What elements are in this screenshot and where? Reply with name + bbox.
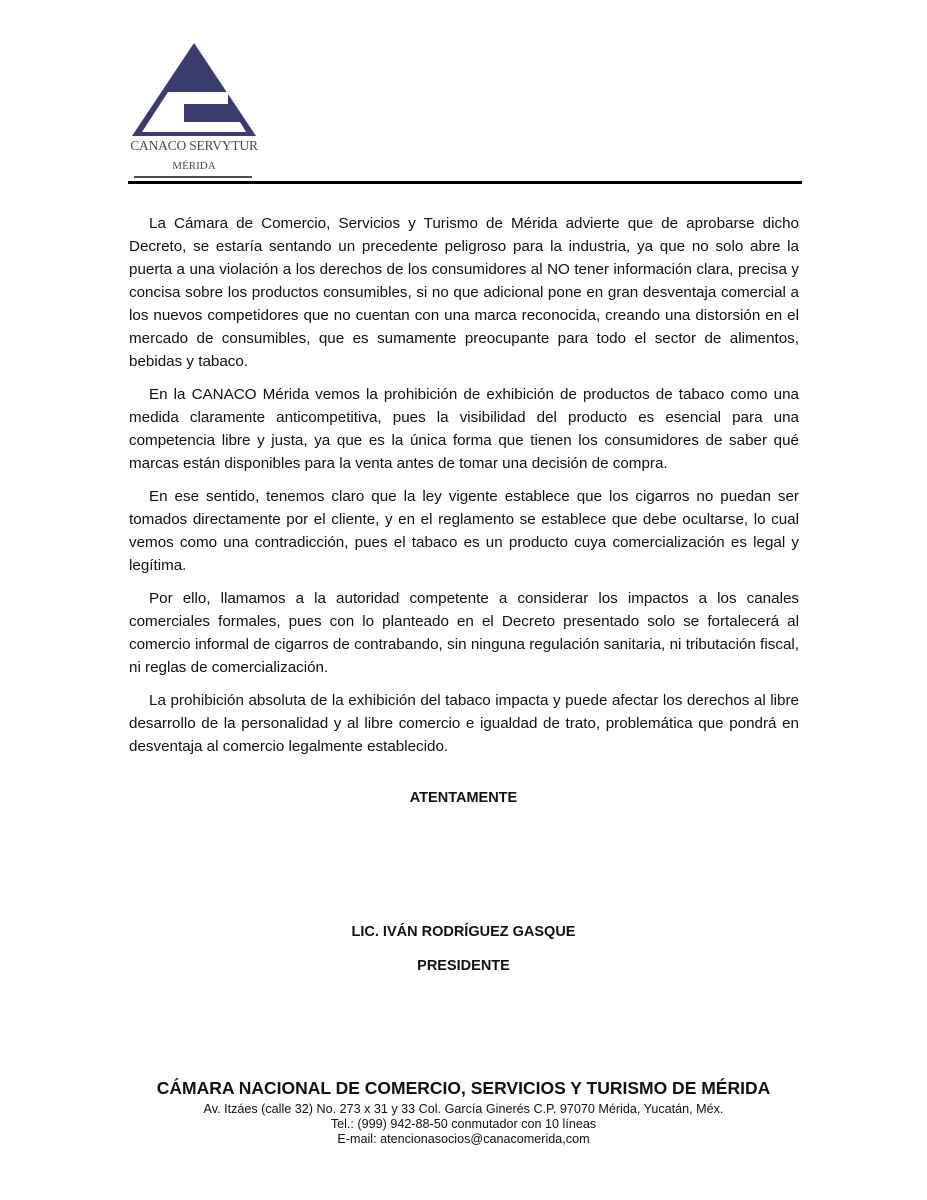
paragraph-2: En la CANACO Mérida vemos la prohibición de exhibición de productos de tabaco como una medida claramente anticompetitiva, pues la visibilidad del producto es esencial para una competencia libre y justa, ya que es la única forma que tienen los consumidores de saber qué marcas están disponibles para la venta antes de tomar una decisión de compra. — [129, 386, 799, 472]
triangle-c-logo-icon — [128, 40, 260, 140]
logo-wordmark: CANACO SERVYTUR — [130, 138, 258, 153]
paragraph-3: En ese sentido, tenemos claro que la ley vigente establece que los cigarros no puedan ser tomados directamente por el cliente, y en el reglamento se establece que debe ocultarse, lo cual vemos como una contradicción, pues el tabaco es un producto cuya comercialización es legal y legítima. — [129, 488, 799, 574]
salutation: ATENTAMENTE — [409, 790, 518, 806]
paragraph-4: Por ello, llamamos a la autoridad competente a considerar los impactos a los canales comerciales formales, pues con lo planteado en el Decreto presentado solo se fortalecerá al comercio informal de cigarros de contrabando, sin ninguna regulación sanitaria, ni tributación fiscal, ni reglas de comercialización. — [129, 590, 799, 676]
letter-body — [129, 212, 799, 768]
paragraph-1: La Cámara de Comercio, Servicios y Turismo de Mérida advierte que de aprobarse dicho Decreto, se estaría sentando un precedente peligroso para la industria, ya que no solo abre la puerta a una violación a los derechos de los consumidores al NO tener información clara, precisa y concisa sobre los productos consumibles, si no que adicional pone en gran desventaja comercial a los nuevos competidores que no cuentan con una marca reconocida, creando una distorsión en el mercado de consumibles, que es sumamente preocupante para todo el sector de alimentos, bebidas y tabaco. — [129, 215, 799, 370]
paragraph-5: La prohibición absoluta de la exhibición del tabaco impacta y puede afectar los derechos al libre desarrollo de la personalidad y al libre comercio e igualdad de trato, problemática que pondrá en desventaja al comercio legalmente establecido. — [129, 692, 799, 755]
logo-underline — [134, 176, 252, 178]
signatory-title: PRESIDENTE — [417, 958, 510, 974]
footer-phone: Tel.: (999) 942-88-50 conmutador con 10 líneas — [330, 1117, 597, 1131]
signatory-name: LIC. IVÁN RODRÍGUEZ GASQUE — [351, 924, 576, 940]
footer-address: Av. Itzáes (calle 32) No. 273 x 31 y 33 Col. García Ginerés C.P. 97070 Mérida, Yucatán, Méx. — [203, 1102, 724, 1116]
footer-title: CÁMARA NACIONAL DE COMERCIO, SERVICIOS Y TURISMO DE MÉRIDA — [156, 1078, 771, 1098]
header-rule — [128, 181, 802, 184]
logo-city: MÉRIDA — [172, 160, 216, 172]
canaco-logo — [128, 40, 260, 186]
footer-email: E-mail: atencionasocios@canacomerida,com — [337, 1132, 590, 1146]
